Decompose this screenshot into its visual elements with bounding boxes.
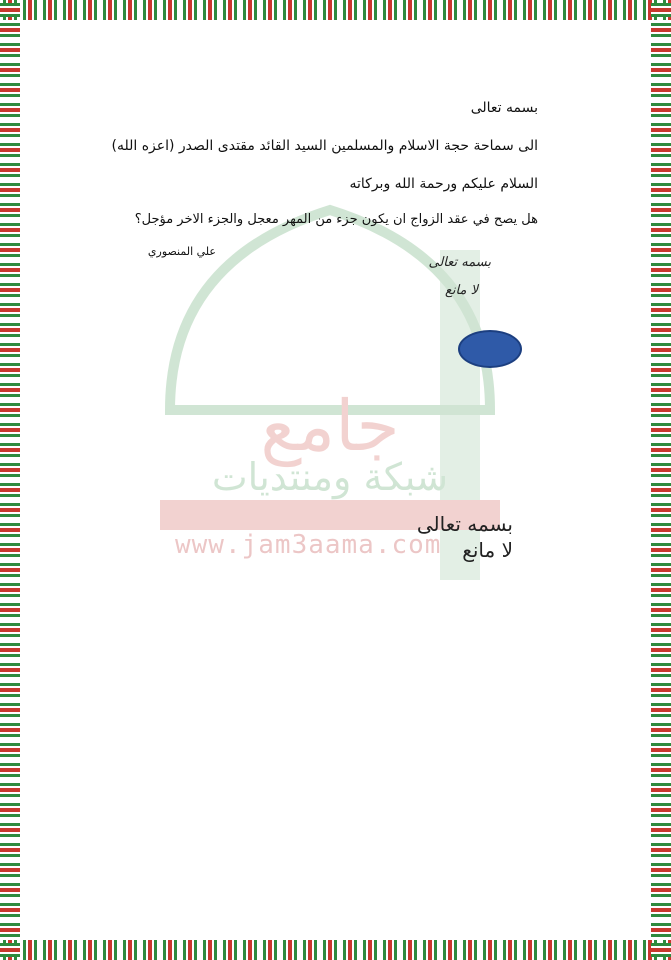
sender-name: علي المنصوري — [147, 245, 216, 258]
question-line: هل يصح في عقد الزواج ان يكون جزء من المهر معجل والجزء الاخر مؤجل؟ — [134, 212, 538, 227]
addressee-line: الى سماحة حجة الاسلام والمسلمين السيد القائد مقتدى الصدر (اعزه الله) — [111, 138, 538, 154]
official-seal — [458, 330, 522, 368]
reply-basmala: بسمه تعالى — [416, 512, 513, 536]
handwritten-answer: لا مانع — [444, 283, 478, 298]
reply-answer: لا مانع — [462, 538, 513, 562]
watermark-url: www.jam3aama.com — [175, 530, 442, 560]
decorative-border-left — [0, 0, 20, 960]
decorative-border-bottom — [0, 940, 671, 960]
decorative-border-right — [651, 0, 671, 960]
svg-text:شبكة ومنتديات: شبكة ومنتديات — [211, 455, 449, 499]
greeting-line: السلام عليكم ورحمة الله وبركاته — [349, 176, 538, 192]
svg-text:جامع: جامع — [260, 385, 400, 467]
decorative-border-top — [0, 0, 671, 20]
handwritten-basmala: بسمه تعالى — [428, 255, 491, 270]
basmala-heading: بسمه تعالى — [470, 100, 538, 116]
